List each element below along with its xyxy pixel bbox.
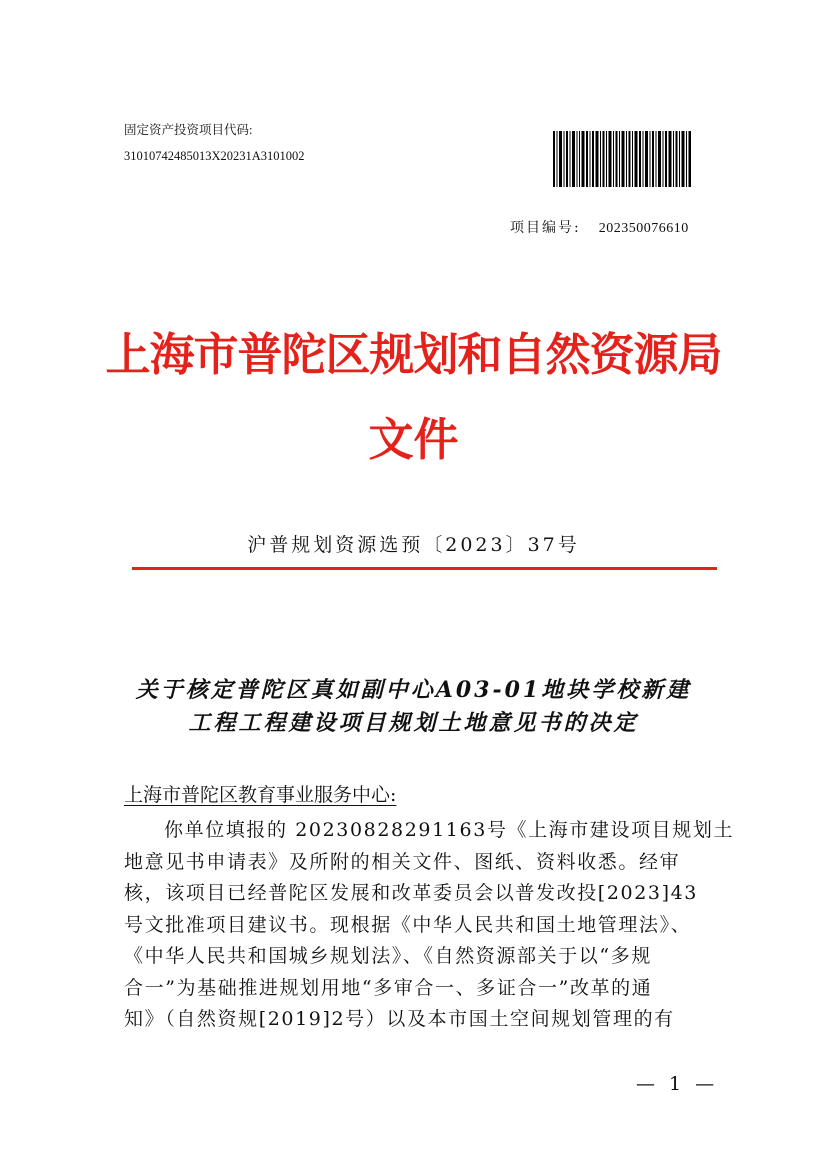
- decision-title-line-2: 工程工程建设项目规划土地意见书的决定: [188, 710, 639, 736]
- red-divider: [132, 567, 717, 570]
- body-line: 你单位填报的 2023082829116​3号《上海市建设项目规划土: [164, 819, 735, 841]
- page-number: — 1 —: [636, 1073, 719, 1095]
- issuer-heading: 上海市普陀区规划和自然资源局: [105, 328, 722, 381]
- body-line: 合一”为基础推进规划用地“多审合一、多证合一”改革的通: [124, 976, 653, 999]
- project-number: [510, 217, 689, 237]
- document-type-heading: 文件: [368, 413, 459, 466]
- body-text: [124, 815, 735, 1036]
- addressee: 上海市普陀区教育事业服务中心:: [124, 784, 397, 806]
- body-line: 知》（自然资规[2019]2号）以及本市国土空间规划管理的有: [124, 1008, 675, 1030]
- body-line: 号文批准项目建议书。现根据《中华人民共和国土地管理法》、: [124, 913, 692, 936]
- project-number-label: 项目编号:: [510, 220, 581, 236]
- project-number-value: 202350076610: [598, 221, 689, 236]
- decision-title-line-1: 关于核定普陀区真如副中心A03-01地块学校新建: [135, 677, 692, 703]
- investment-code-label: 固定资产投资项目代码:: [124, 123, 253, 137]
- document-number: 沪普规划资源选预〔2023〕37号: [247, 534, 580, 556]
- body-line: 地意见书申请表》及所附的相关文件、图纸、资料收悉。经审: [124, 850, 681, 873]
- investment-code-value: 31010742485013X20231A3101002: [124, 149, 305, 163]
- body-line: 核，该项目已经普陀区发展和改革委员会以普发改投[2023]43: [124, 882, 698, 904]
- barcode-image: [553, 131, 691, 187]
- body-line: 《中华人民共和国城乡规划法》、《自然资源部关于以“多规: [124, 945, 652, 967]
